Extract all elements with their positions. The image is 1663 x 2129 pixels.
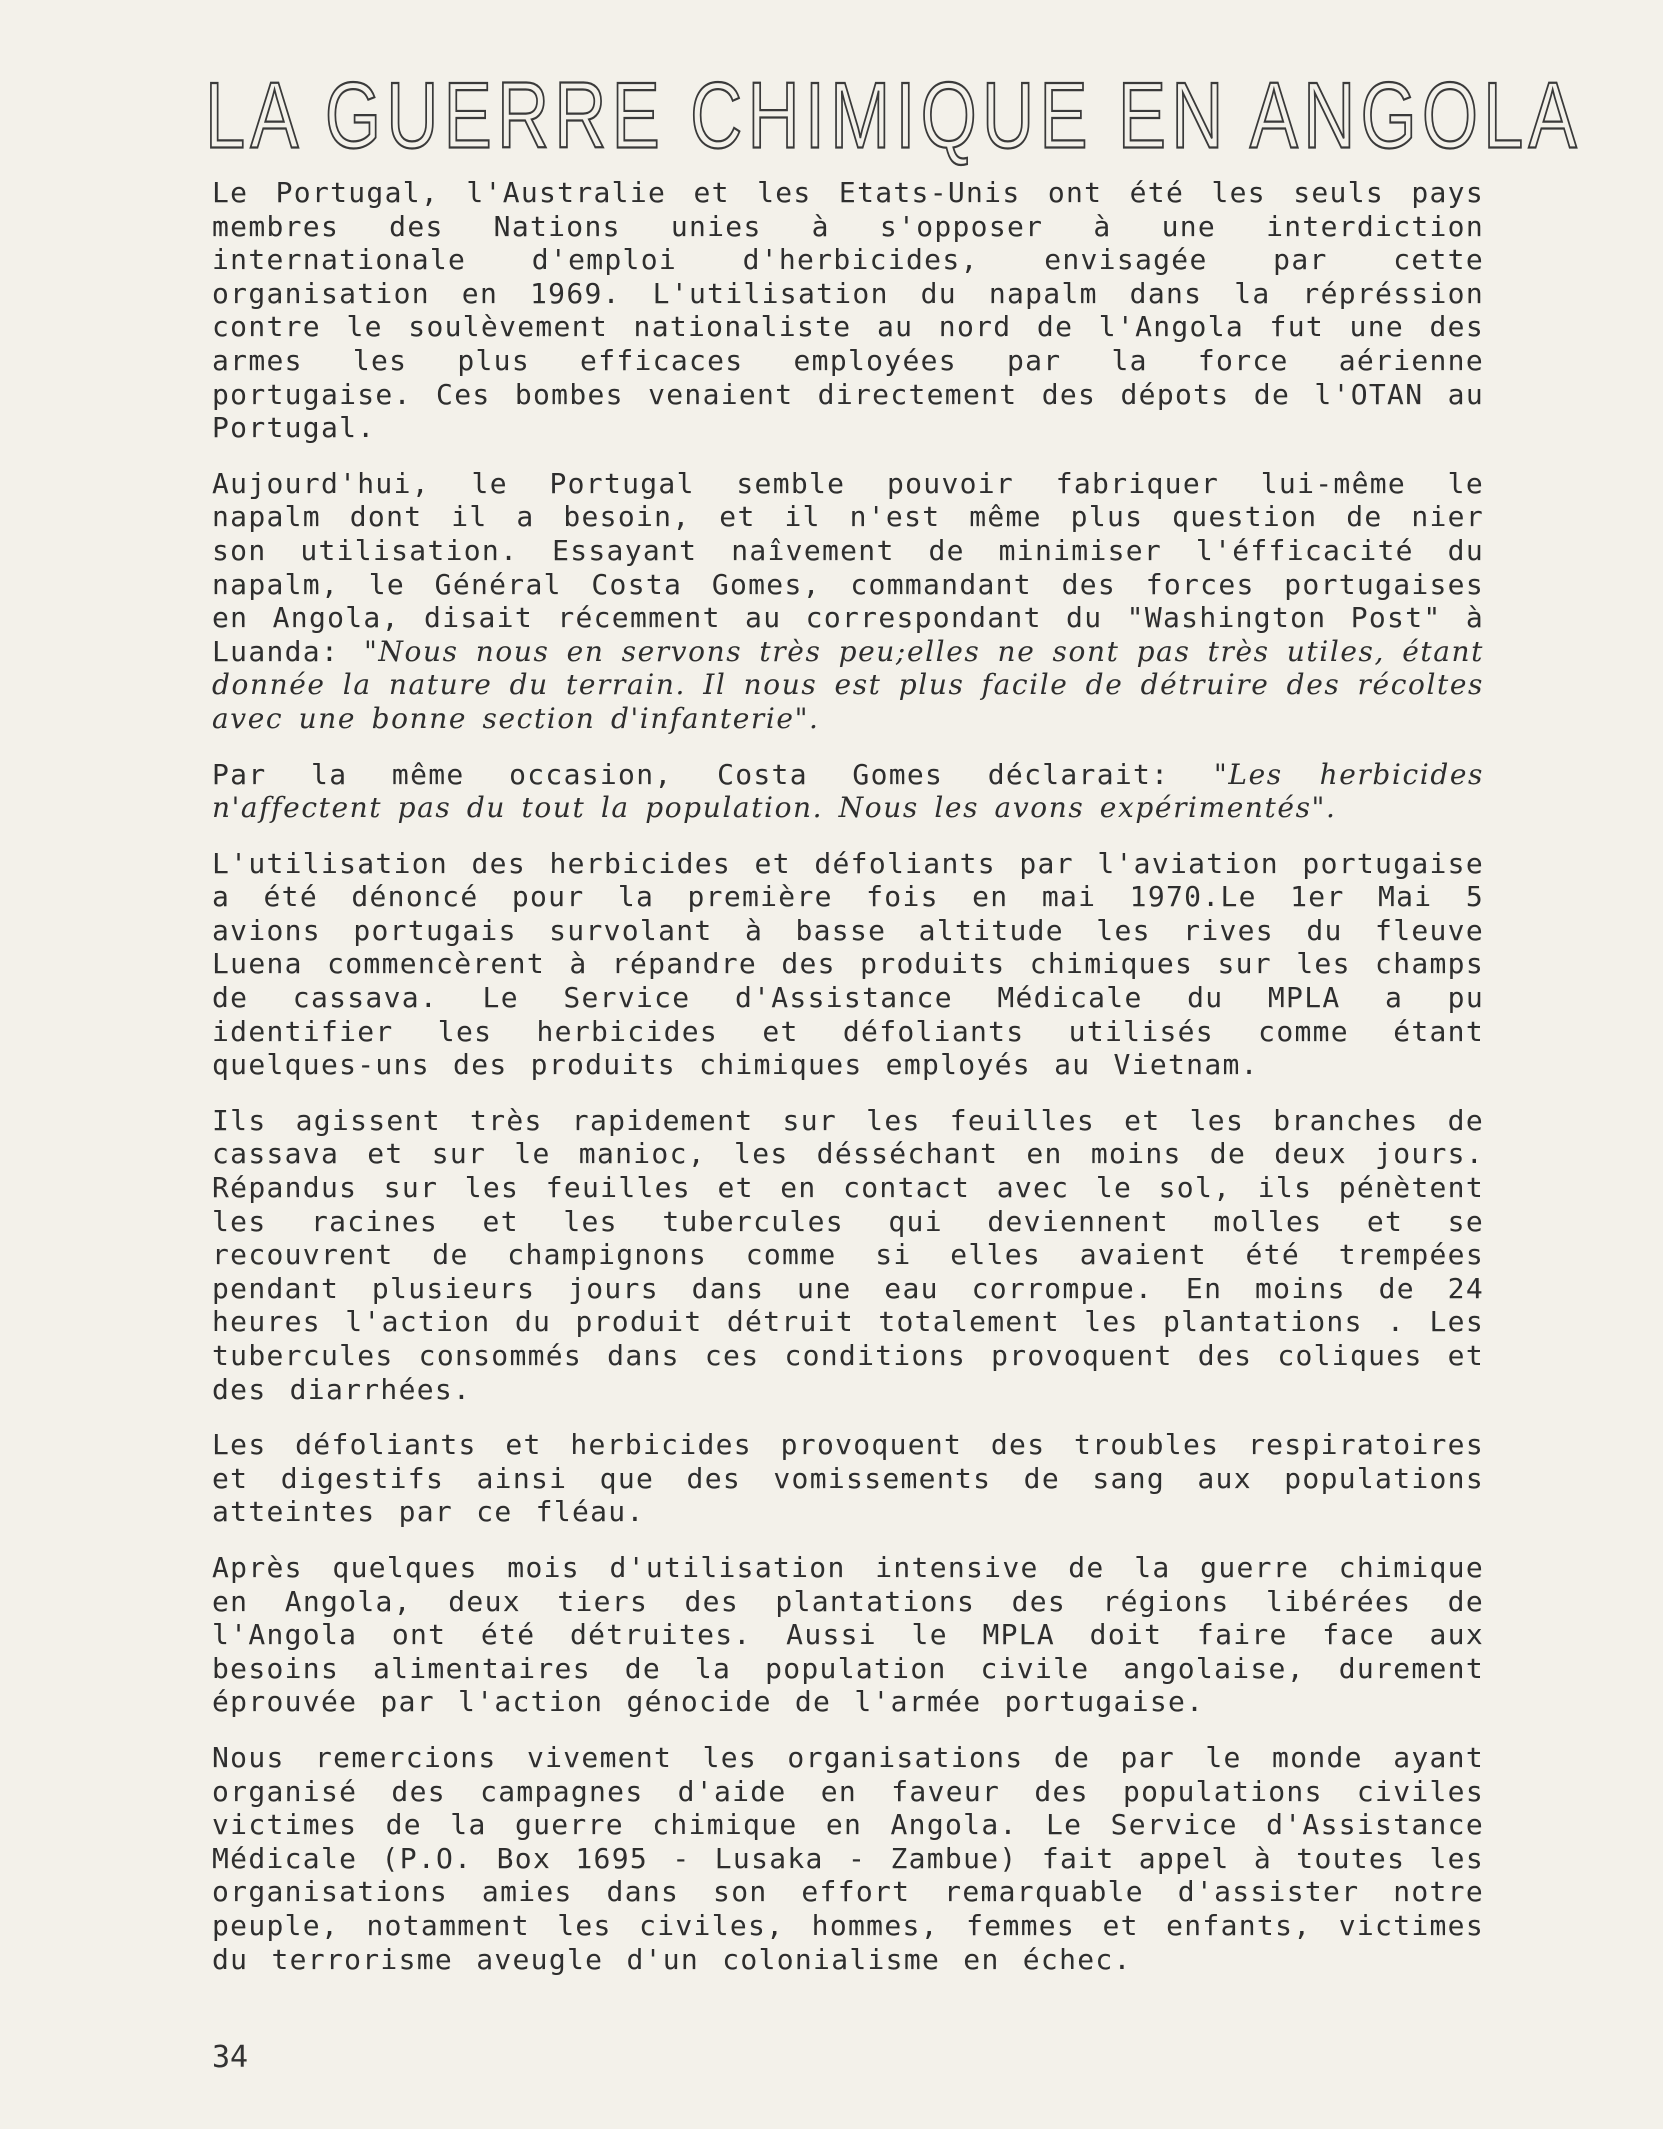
article-title: LA GUERRE CHIMIQUE EN ANGOLA (205, 62, 1582, 168)
paragraph-text: Aujourd'hui, le Portugal semble pouvoir fabriquer lui-même le napalm dont il a besoin, et il n'est même plus question de nier son utilisation. Essayant naîvement de minimiser l'éfficacité du napalm, le Général Costa Gomes, commandant des forces portugaises en Angola, disait récemment au correspondant du "Washington Post" à Luanda: (212, 466, 1484, 668)
quote-text: "Les herbicides n'affectent pas du tout la population. Nous les avons expérimentés". (212, 757, 1484, 825)
paragraph-text: Les défoliants et herbicides provoquent des troubles respiratoires et digestifs ainsi que des vomissements de sang aux populations atteintes par ce fléau. (212, 1428, 1484, 1529)
paragraph-text: L'utilisation des herbicides et défoliants par l'aviation portugaise a été dénoncé pour la première fois en mai 1970.Le 1er Mai 5 avions portugais survolant à basse altitude les rives du fleuve Luena commencèrent à répandre des produits chimiques sur les champs de cassava. Le Service d'Assistance Médicale du MPLA a pu identifier les herbicides et défoliants utilisés comme étant quelques-uns des produits chimiques employés au Vietnam. (212, 846, 1484, 1082)
paragraph-text: Par la même occasion, Costa Gomes déclarait: (212, 757, 1214, 791)
paragraph (212, 467, 1484, 736)
paragraph-text: Ils agissent très rapidement sur les feuilles et les branches de cassava et sur le manioc, les désséchant en moins de deux jours. Répandus sur les feuilles et en contact avec le sol, ils pénètent les racines et les tubercules qui deviennent molles et se recouvrent de champignons comme si elles avaient été trempées pendant plusieurs jours dans une eau corrompue. En moins de 24 heures l'action du produit détruit totalement les plantations . Les tubercules consommés dans ces conditions provoquent des coliques et des diarrhées. (212, 1103, 1484, 1406)
paragraph (212, 176, 1484, 445)
paragraph (212, 1551, 1484, 1719)
quote-text: "Nous nous en servons très peu;elles ne sont pas très utiles, étant donnée la nature du terrain. Il nous est plus facile de détruire des récoltes avec une bonne section d'infanterie". (212, 634, 1484, 735)
paragraph-text: Nous remercions vivement les organisations de par le monde ayant organisé des campagnes d'aide en faveur des populations civiles victimes de la guerre chimique en Angola. Le Service d'Assistance Médicale (P.O. Box 1695 - Lusaka - Zambue) fait appel à toutes les organisations amies dans son effort remarquable d'assister notre peuple, notamment les civiles, hommes, femmes et enfants, victimes du terrorisme aveugle d'un colonialisme en échec. (212, 1740, 1484, 1976)
paragraph (212, 758, 1484, 825)
paragraph-text: Après quelques mois d'utilisation intensive de la guerre chimique en Angola, deux tiers des plantations des régions libérées de l'Angola ont été détruites. Aussi le MPLA doit faire face aux besoins alimentaires de la population civile angolaise, durement éprouvée par l'action génocide de l'armée portugaise. (212, 1550, 1484, 1719)
page-number: 34 (212, 2040, 249, 2075)
paragraph (212, 1428, 1484, 1529)
paragraph (212, 1104, 1484, 1406)
paragraph (212, 1741, 1484, 1976)
article-body (212, 176, 1484, 1998)
paragraph-text: Le Portugal, l'Australie et les Etats-Unis ont été les seuls pays membres des Nations unies à s'opposer à une interdiction internationale d'emploi d'herbicides, envisagée par cette organisation en 1969. L'utilisation du napalm dans la répréssion contre le soulèvement nationaliste au nord de l'Angola fut une des armes les plus efficaces employées par la force aérienne portugaise. Ces bombes venaient directement des dépots de l'OTAN au Portugal. (212, 176, 1484, 445)
paragraph (212, 847, 1484, 1082)
